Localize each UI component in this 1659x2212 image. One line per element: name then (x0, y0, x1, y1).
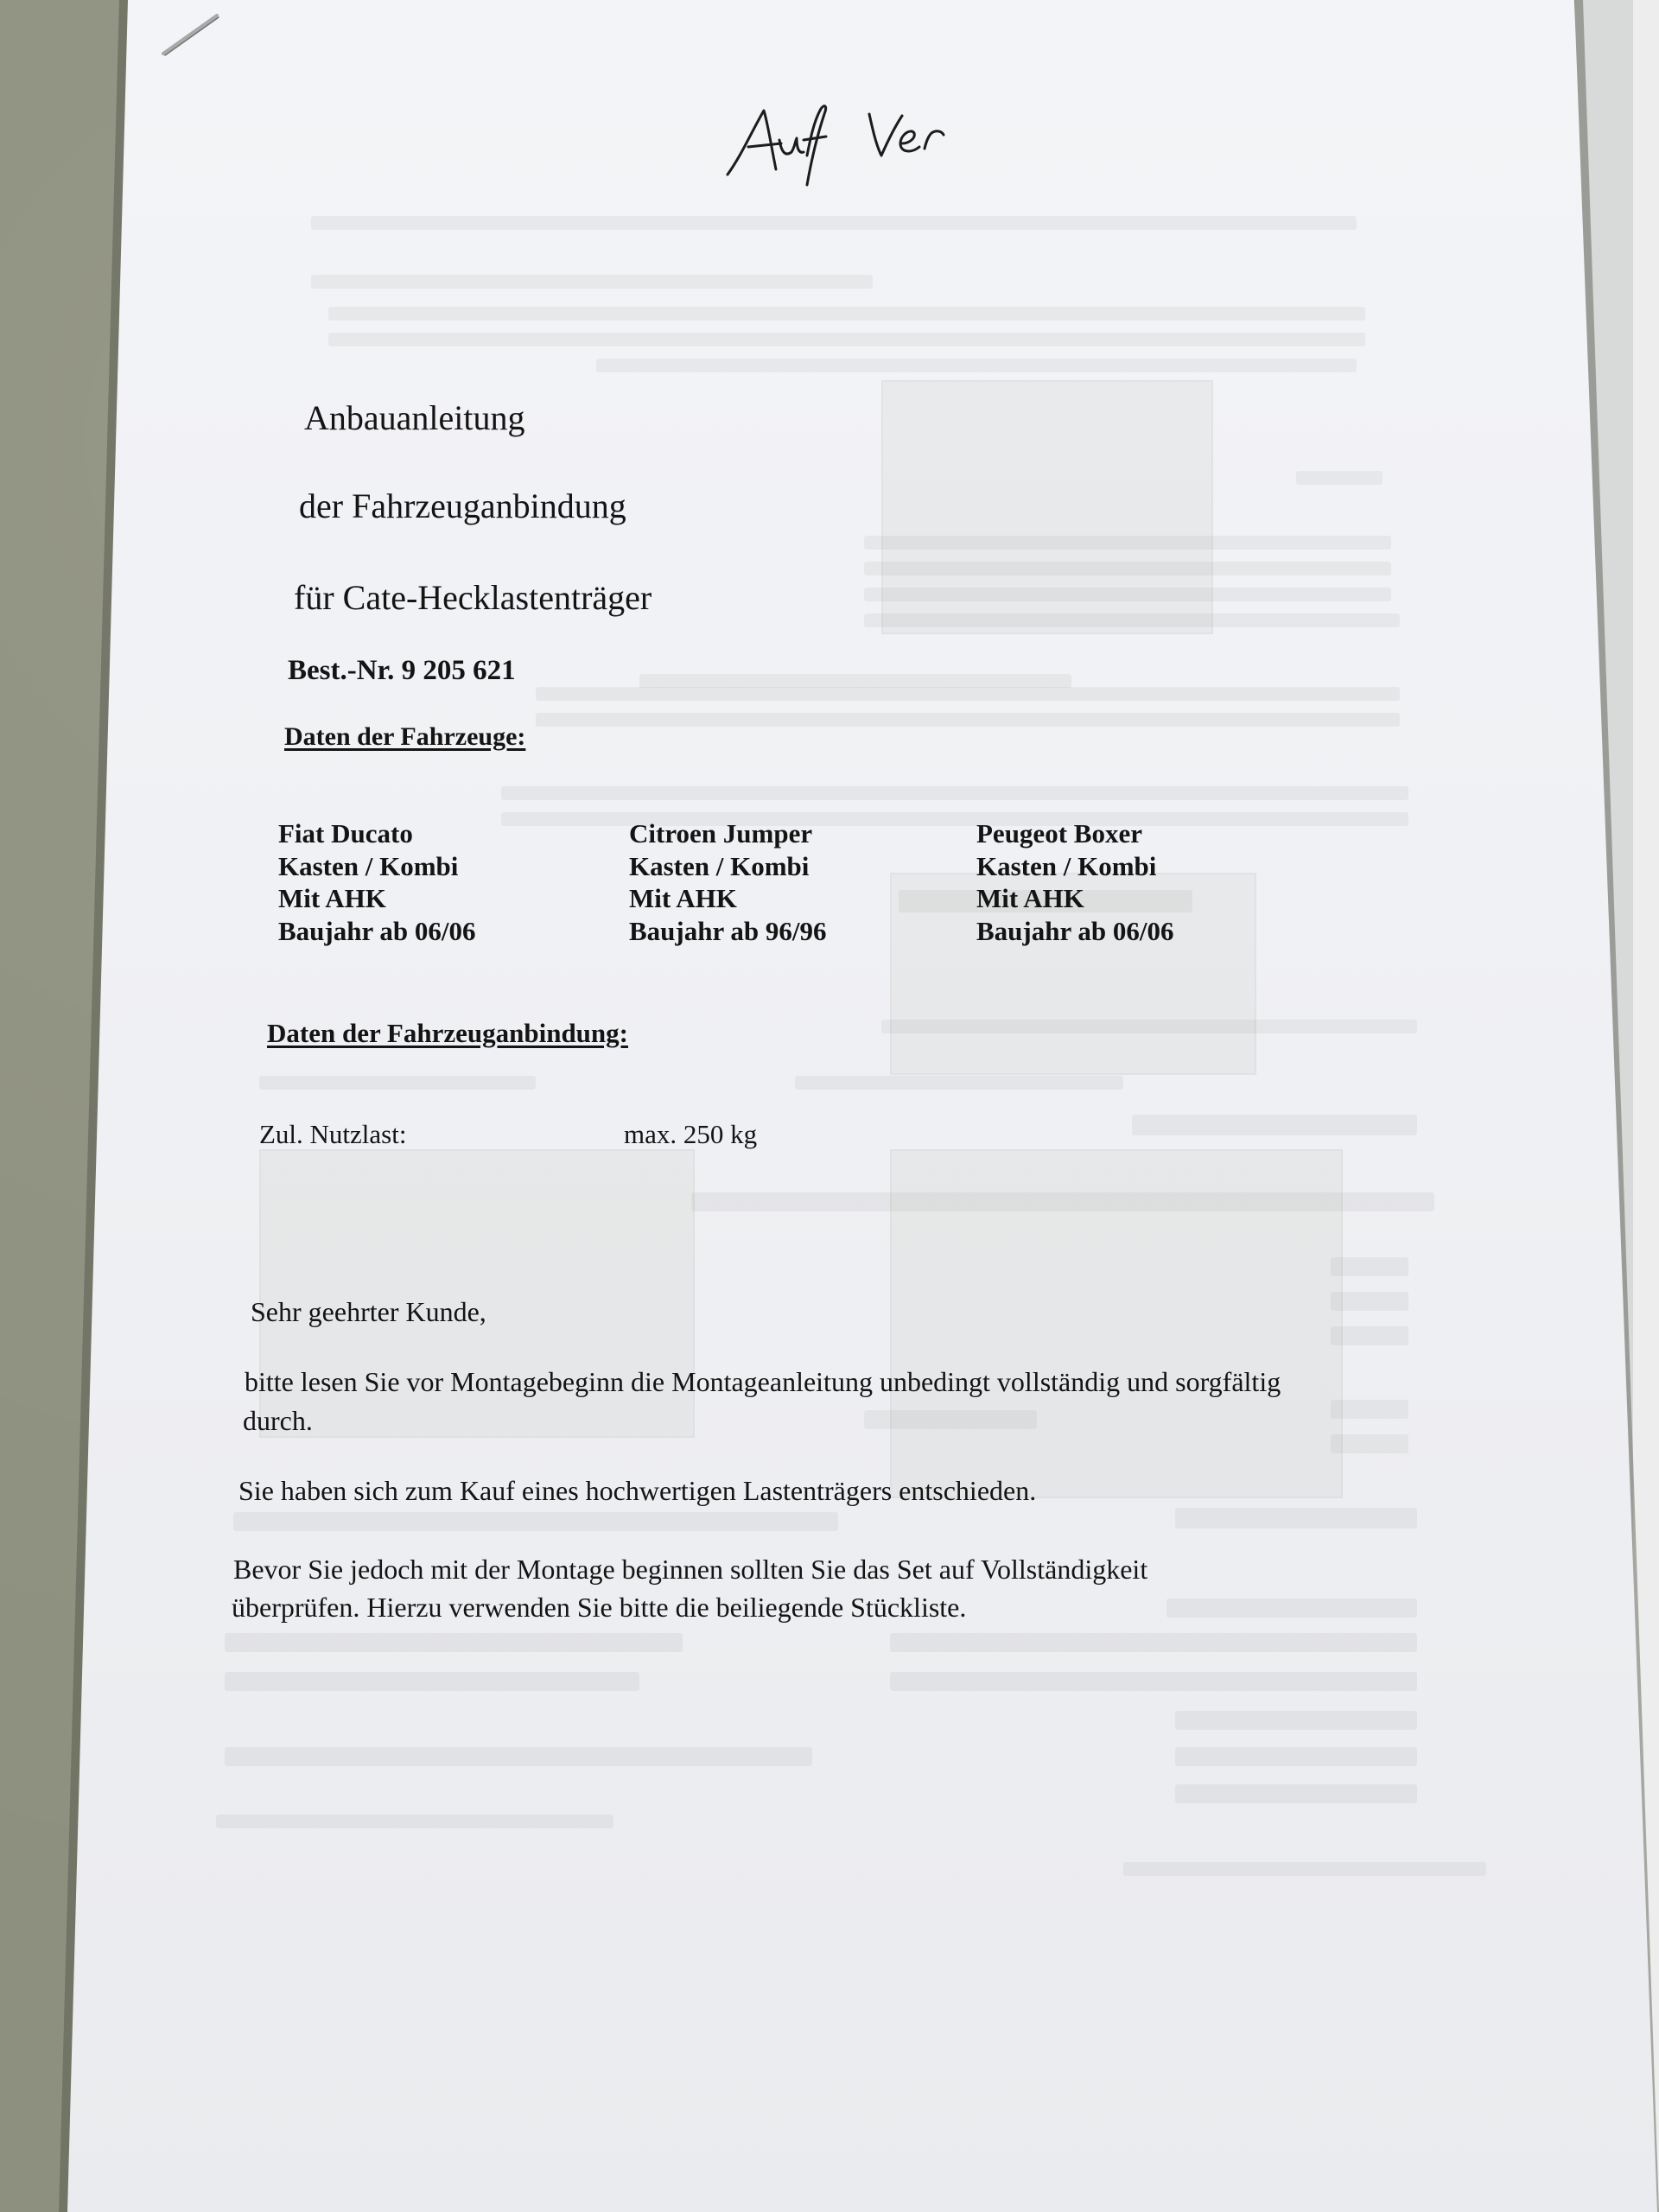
paragraph-line-3: Sie haben sich zum Kauf eines hochwertigen Lastenträgers entschieden. (238, 1475, 1037, 1506)
order-number: Best.-Nr. 9 205 621 (288, 655, 516, 686)
vehicle-column-peugeot (976, 817, 1174, 947)
staple-icon (160, 7, 229, 59)
title-line-3: für Cate-Hecklastenträger (294, 578, 652, 617)
vehicle-body: Kasten / Kombi (976, 850, 1157, 881)
vehicle-body: Kasten / Kombi (278, 850, 459, 881)
payload-label: Zul. Nutzlast: (259, 1119, 407, 1149)
vehicle-model: Peugeot Boxer (976, 818, 1142, 849)
salutation: Sehr geehrter Kunde, (251, 1296, 486, 1327)
title-line-2: der Fahrzeuganbindung (299, 486, 626, 525)
handwritten-note (717, 95, 976, 190)
vehicle-column-citroen (629, 817, 827, 947)
vehicle-year: Baujahr ab 06/06 (976, 915, 1174, 946)
paragraph-line-4: Bevor Sie jedoch mit der Montage beginnen sollten Sie das Set auf Vollständigkeit (233, 1554, 1148, 1585)
connection-heading: Daten der Fahrzeuganbindung: (267, 1018, 628, 1048)
vehicle-model: Fiat Ducato (278, 818, 413, 849)
vehicle-hitch: Mit AHK (278, 883, 386, 913)
paragraph-line-2: durch. (243, 1405, 313, 1436)
title-line-1: Anbauanleitung (304, 398, 525, 437)
paragraph-line-5: überprüfen. Hierzu verwenden Sie bitte die beiliegende Stückliste. (232, 1592, 967, 1623)
vehicle-hitch: Mit AHK (629, 883, 737, 913)
payload-value: max. 250 kg (624, 1119, 758, 1149)
vehicle-year: Baujahr ab 96/96 (629, 915, 827, 946)
vehicle-column-fiat (278, 817, 476, 947)
paragraph-line-1: bitte lesen Sie vor Montagebeginn die Montageanleitung unbedingt vollständig und sorgfältig (245, 1366, 1281, 1397)
vehicle-model: Citroen Jumper (629, 818, 813, 849)
vehicles-heading: Daten der Fahrzeuge: (284, 722, 526, 751)
vehicle-body: Kasten / Kombi (629, 850, 810, 881)
vehicle-year: Baujahr ab 06/06 (278, 915, 476, 946)
vehicle-hitch: Mit AHK (976, 883, 1084, 913)
